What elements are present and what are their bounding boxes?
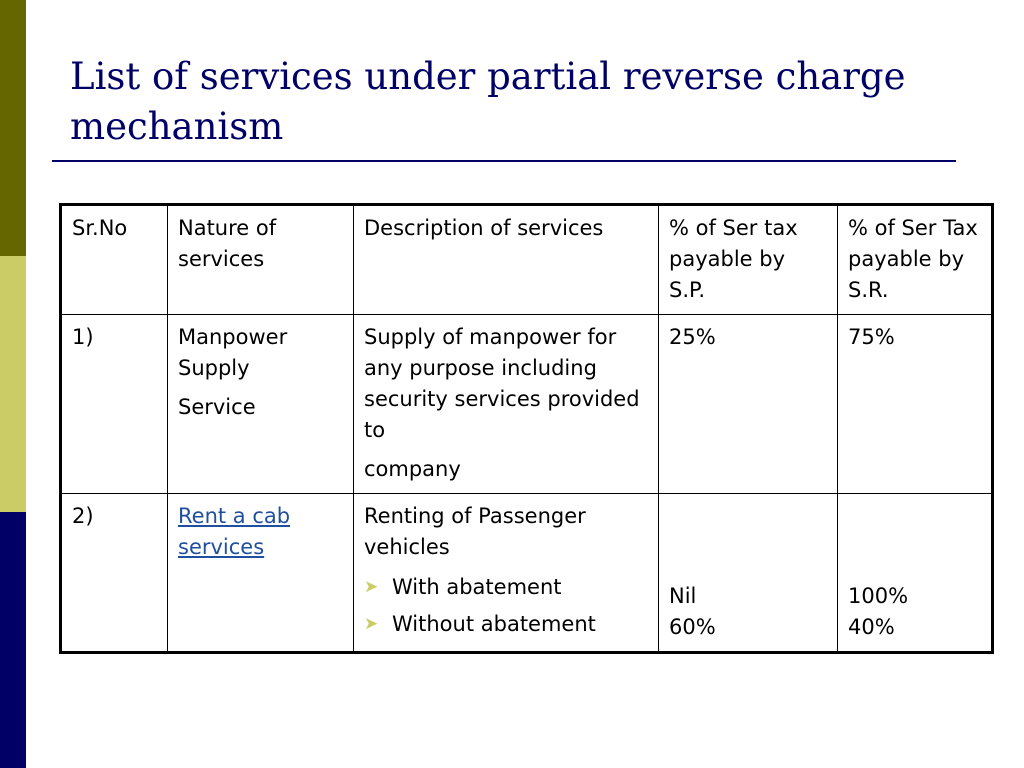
header-cell-sr-no: Sr.No [61,205,168,315]
row2-sr-with-abatement: 100% [848,584,909,608]
list-item [364,569,648,606]
table-row [61,494,993,653]
services-table [59,203,994,654]
slide-title: List of services under partial reverse charge mechanism [70,55,906,148]
row2-sr-percent [838,494,993,653]
row1-nature-line2: Service [178,395,256,419]
row1-sr-percent: 75% [838,315,993,494]
header-cell-sp-percent: % of Ser tax payable by S.P. [659,205,838,315]
header-cell-description: Description of services [354,205,659,315]
rent-a-cab-link[interactable]: Rent a cab services [178,504,291,559]
header-cell-nature: Nature of services [168,205,354,315]
row1-description-line1: Supply of manpower for any purpose including security services provided to [364,325,640,442]
row1-description-line2: company [364,457,461,481]
accent-bar-middle [0,256,26,512]
row2-nature [168,494,354,653]
accent-bar-top [0,0,26,256]
bullet-without-abatement: Without abatement [392,612,596,636]
row2-description [354,494,659,653]
row2-sp-without-abatement: 60% [669,615,716,639]
table-header-row [61,205,993,315]
row2-description-text: Renting of Passenger vehicles [364,504,586,559]
row2-sp-percent [659,494,838,653]
row1-nature-line1: Manpower Supply [178,325,288,380]
table-row [61,315,993,494]
list-item [364,606,648,643]
row1-sp-percent: 25% [659,315,838,494]
title-underline [52,160,956,162]
header-cell-sr-percent: % of Ser Tax payable by S.R. [838,205,993,315]
arrow-bullet-icon: ➤ [364,577,379,597]
row1-description [354,315,659,494]
arrow-bullet-icon: ➤ [364,614,379,634]
row2-sr-no: 2) [61,494,168,653]
row1-sr-no: 1) [61,315,168,494]
accent-bar-bottom [0,512,26,768]
row2-sr-without-abatement: 40% [848,615,895,639]
bullet-with-abatement: With abatement [392,575,562,599]
abatement-list [364,569,648,643]
row2-sp-with-abatement: Nil [669,584,697,608]
row1-nature [168,315,354,494]
